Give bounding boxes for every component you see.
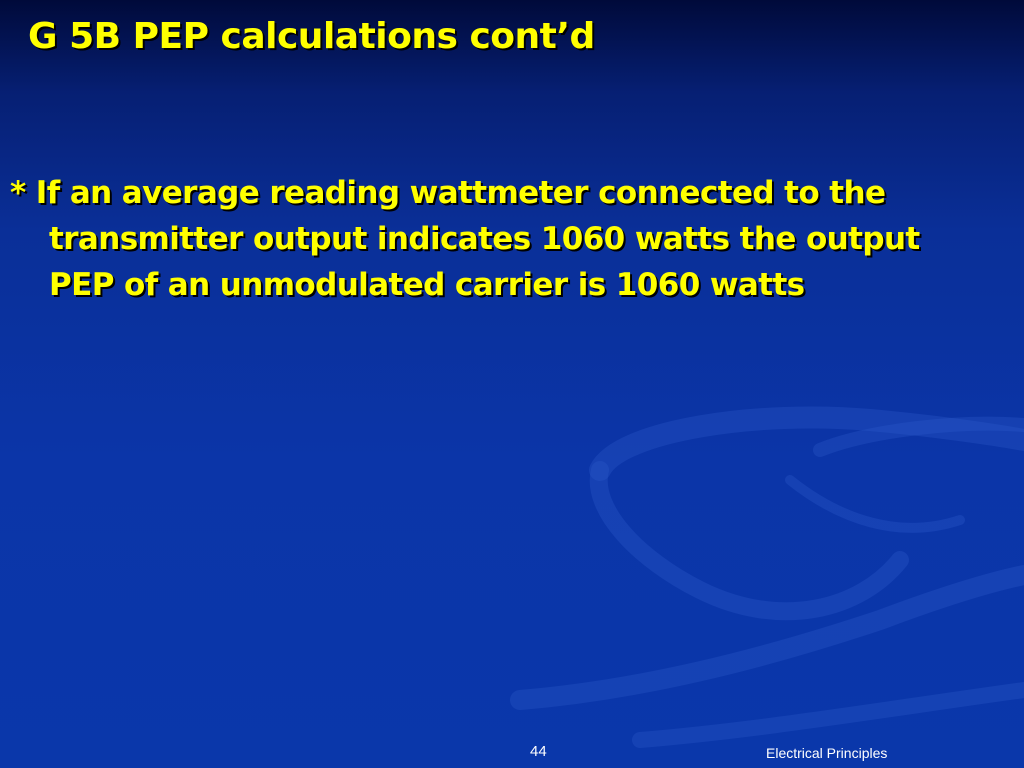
swirl-stroke <box>640 690 1024 740</box>
bullet-line-3: PEP of an unmodulated carrier is 1060 watts <box>49 267 805 303</box>
slide-title: G 5B PEP calculations cont’d <box>28 16 595 57</box>
swirl-stroke <box>790 480 960 528</box>
bullet-line-1: * If an average reading wattmeter connected to the <box>10 175 886 211</box>
bullet-line-2: transmitter output indicates 1060 watts the output <box>49 221 920 257</box>
footer-label: Electrical Principles <box>766 745 888 761</box>
bullet-text <box>10 170 1010 308</box>
page-number: 44 <box>530 743 547 760</box>
swirl-stroke <box>520 575 1024 700</box>
swirl-stroke <box>599 470 900 611</box>
